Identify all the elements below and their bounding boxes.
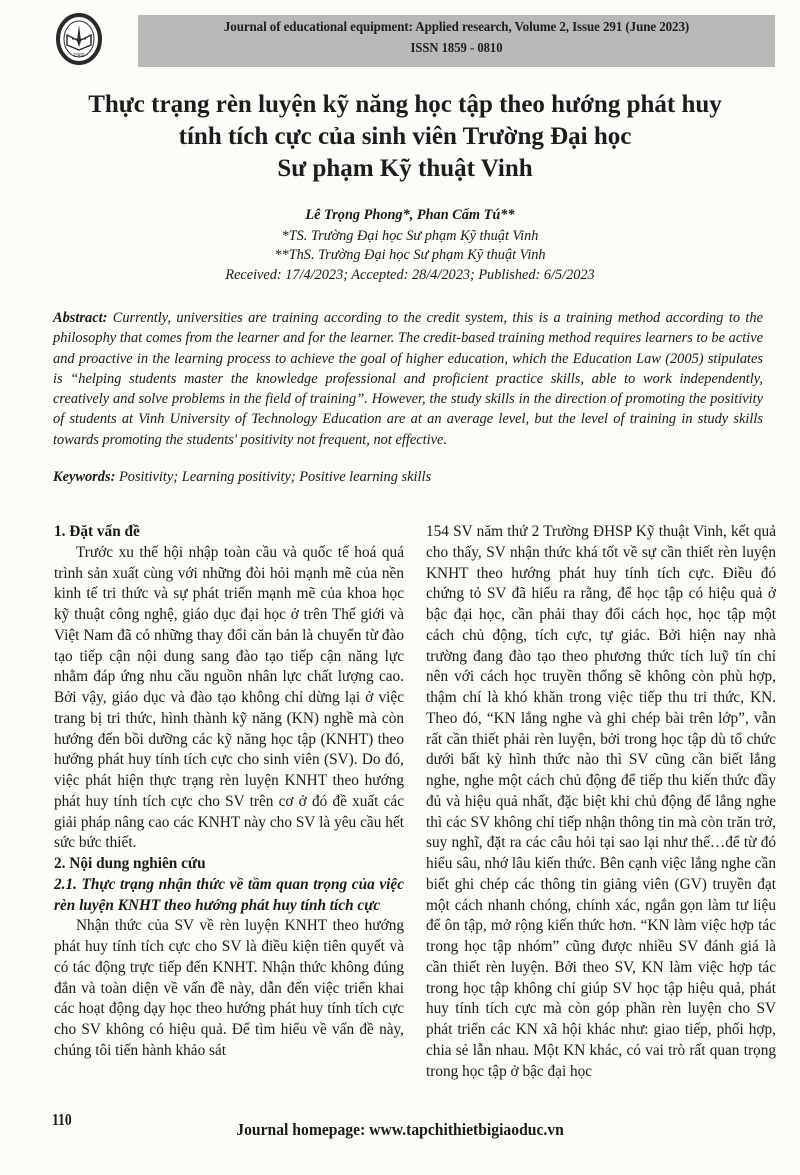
university-emblem-icon — [56, 13, 102, 65]
affiliation-1: *TS. Trường Đại học Sư phạm Kỹ thuật Vinh — [281, 227, 539, 244]
svg-text:1960: 1960 — [73, 53, 85, 59]
homepage-text: Journal homepage: www.tapchithietbigiaoduc.vn — [236, 1120, 564, 1139]
page-number: 110 — [52, 1110, 72, 1129]
issn: ISSN 1859 - 0810 — [410, 41, 503, 56]
title-line-1: Thực trạng rèn luyện kỹ năng học tập theo hướng phát huy — [88, 91, 722, 118]
article-dates: Received: 17/4/2023; Accepted: 28/4/2023; Published: 6/5/2023 — [225, 266, 595, 283]
title-line-2: tính tích cực của sinh viên Trường Đại học — [178, 123, 632, 150]
affiliation-2: **ThS. Trường Đại học Sư phạm Kỹ thuật Vinh — [274, 247, 546, 263]
section-2-1-heading: 2.1. Thực trạng nhận thức về tầm quan trọng của việc rèn luyện KNHT theo hướng phát huy tính tích cực — [54, 875, 404, 914]
right-column-paragraph: 154 SV năm thứ 2 Trường ĐHSP Kỹ thuật Vinh, kết quả cho thấy, SV nhận thức khá tốt về sự cần thiết rèn luyện KNHT theo hướng phát huy tính tích cực. Điều đó chứng tỏ SV đã hiểu ra rằng, để học tập có hiệu quả ở bậc đại học, cần phải thay đổi cách học, học tập một cách chủ động, tích cực, tự giác. Bởi hiện nay nhà trường đang đào tạo theo phương thức tích luỹ tín chỉ nên với cách học truyền thống sẽ không còn phù hợp, thậm chí là khó khăn trong việc tiếp thu tri thức, KN. Theo đó, “KN lắng nghe và ghi chép bài trên lớp”, vẫn rất cần thiết phải rèn luyện, bởi trong học tập dù tổ chức dưới bất kỳ hình thức nào thì SV cũng cần biết lắng nghe, nghe một cách chủ động để tiếp thu kiến thức đầy đủ và hiệu quả nhất, đặc biệt khi chủ động để lắng nghe thì các SV không chỉ tiếp nhận thông tin mà còn trăn trở, suy nghĩ, đặt ra các câu hỏi tại sao lại như thế…để từ đó hiểu sâu, nhớ lâu kiến thức. Bên cạnh việc lắng nghe cần biết ghi chép các thông tin giảng viên (GV) truyền đạt một cách nhanh chóng, chính xác, ngắn gọn làm tư liệu để ôn tập, mở rộng kiến thức hơn. “KN làm việc hợp tác trong học tập nhóm” cũng được nhiều SV đánh giá là cần thiết rèn luyện. Bởi theo SV, KN làm việc hợp tác trong học tập không chỉ giúp SV học tập hiệu quả, phát huy tính tích cực mà còn góp phần rèn luyện cho SV phát triển các KN xã hội khác như: giao tiếp, phối hợp, chia sẻ lẫn nhau. Một KN khác, có vai trò rất quan trọng trong học tập ở bậc đại học — [426, 523, 776, 1080]
journal-title: Journal of educational equipment: Applied research, Volume 2, Issue 291 (June 2023) — [223, 20, 690, 35]
abstract-label: Abstract: — [53, 310, 108, 326]
keywords-text: Positivity; Learning positivity; Positive learning skills — [118, 469, 432, 485]
journal-header-bar — [138, 15, 775, 67]
abstract — [53, 308, 763, 450]
keywords — [53, 469, 763, 486]
article-meta — [140, 206, 680, 285]
keywords-label: Keywords: — [53, 469, 116, 485]
section-2-heading: 2. Nội dung nghiên cứu — [54, 855, 206, 872]
body-column-left — [54, 522, 404, 1062]
body-column-right — [426, 522, 776, 1082]
journal-homepage — [0, 1120, 800, 1140]
section-1-paragraph: Trước xu thế hội nhập toàn cầu và quốc tế hoá quá trình sản xuất cùng với những đòi hỏi mạnh mẽ của nền kinh tế tri thức và sự phát triển mạnh mẽ của khoa học kỹ thuật công nghệ, giáo dục đại học ở trên Thế giới và Việt Nam đã có những thay đổi căn bản là chuyển từ đào tạo tiếp cận nội dung sang đào tạo tiếp cận năng lực nhằm đáp ứng nhu cầu nguồn nhân lực chất lượng cao. Bởi vậy, giáo dục và đào tạo không chỉ dừng lại ở việc trang bị tri thức, hình thành kỹ năng (KN) nghề mà còn hướng đến bồi dưỡng các kỹ năng học tập (KNHT) theo hướng phát huy tính tích cực cho sinh viên (SV). Do đó, việc phát hiện thực trạng rèn luyện KNHT theo hướng phát huy tính tích cực cho SV trên cơ ở đó đề xuất các giải pháp nâng cao các KNHT này cho SV là yêu cầu hết sức bức thiết. — [54, 543, 404, 852]
section-1-heading: 1. Đặt vấn đề — [54, 523, 140, 540]
abstract-text: Currently, universities are training according to the credit system, this is a training method according to the philosophy that comes from the learner and for the learner. The credit-based training method requires learners to be active and proactive in the learning process to achieve the goal of higher education, which the Education Law (2005) stipulates is “helping students master the knowledge professional and proficient practice skills, able to work independently, creatively and solve problems in the field of training”. However, the study skills in the direction of promoting the positivity of students at Vinh University of Technology Education are at an average level, but the level of training in study skills towards promoting the students' positivity not frequent, not effective. — [53, 310, 763, 448]
article-title — [40, 89, 770, 185]
authors: Lê Trọng Phong*, Phan Cẩm Tú** — [305, 207, 515, 223]
section-2-1-paragraph: Nhận thức của SV về rèn luyện KNHT theo hướng phát huy tính tích cực cho SV là điều kiện tiên quyết và có tác động trực tiếp đến KNHT. Nhận thức không đúng đắn và toàn diện về vấn đề này, dẫn đến việc triển khai các hoạt động dạy học theo hướng phát huy tính tích cực cho SV không có hiệu quả. Để tìm hiểu về vấn đề này, chúng tôi tiến hành khảo sát — [54, 917, 404, 1059]
title-line-3: Sư phạm Kỹ thuật Vinh — [277, 155, 533, 182]
